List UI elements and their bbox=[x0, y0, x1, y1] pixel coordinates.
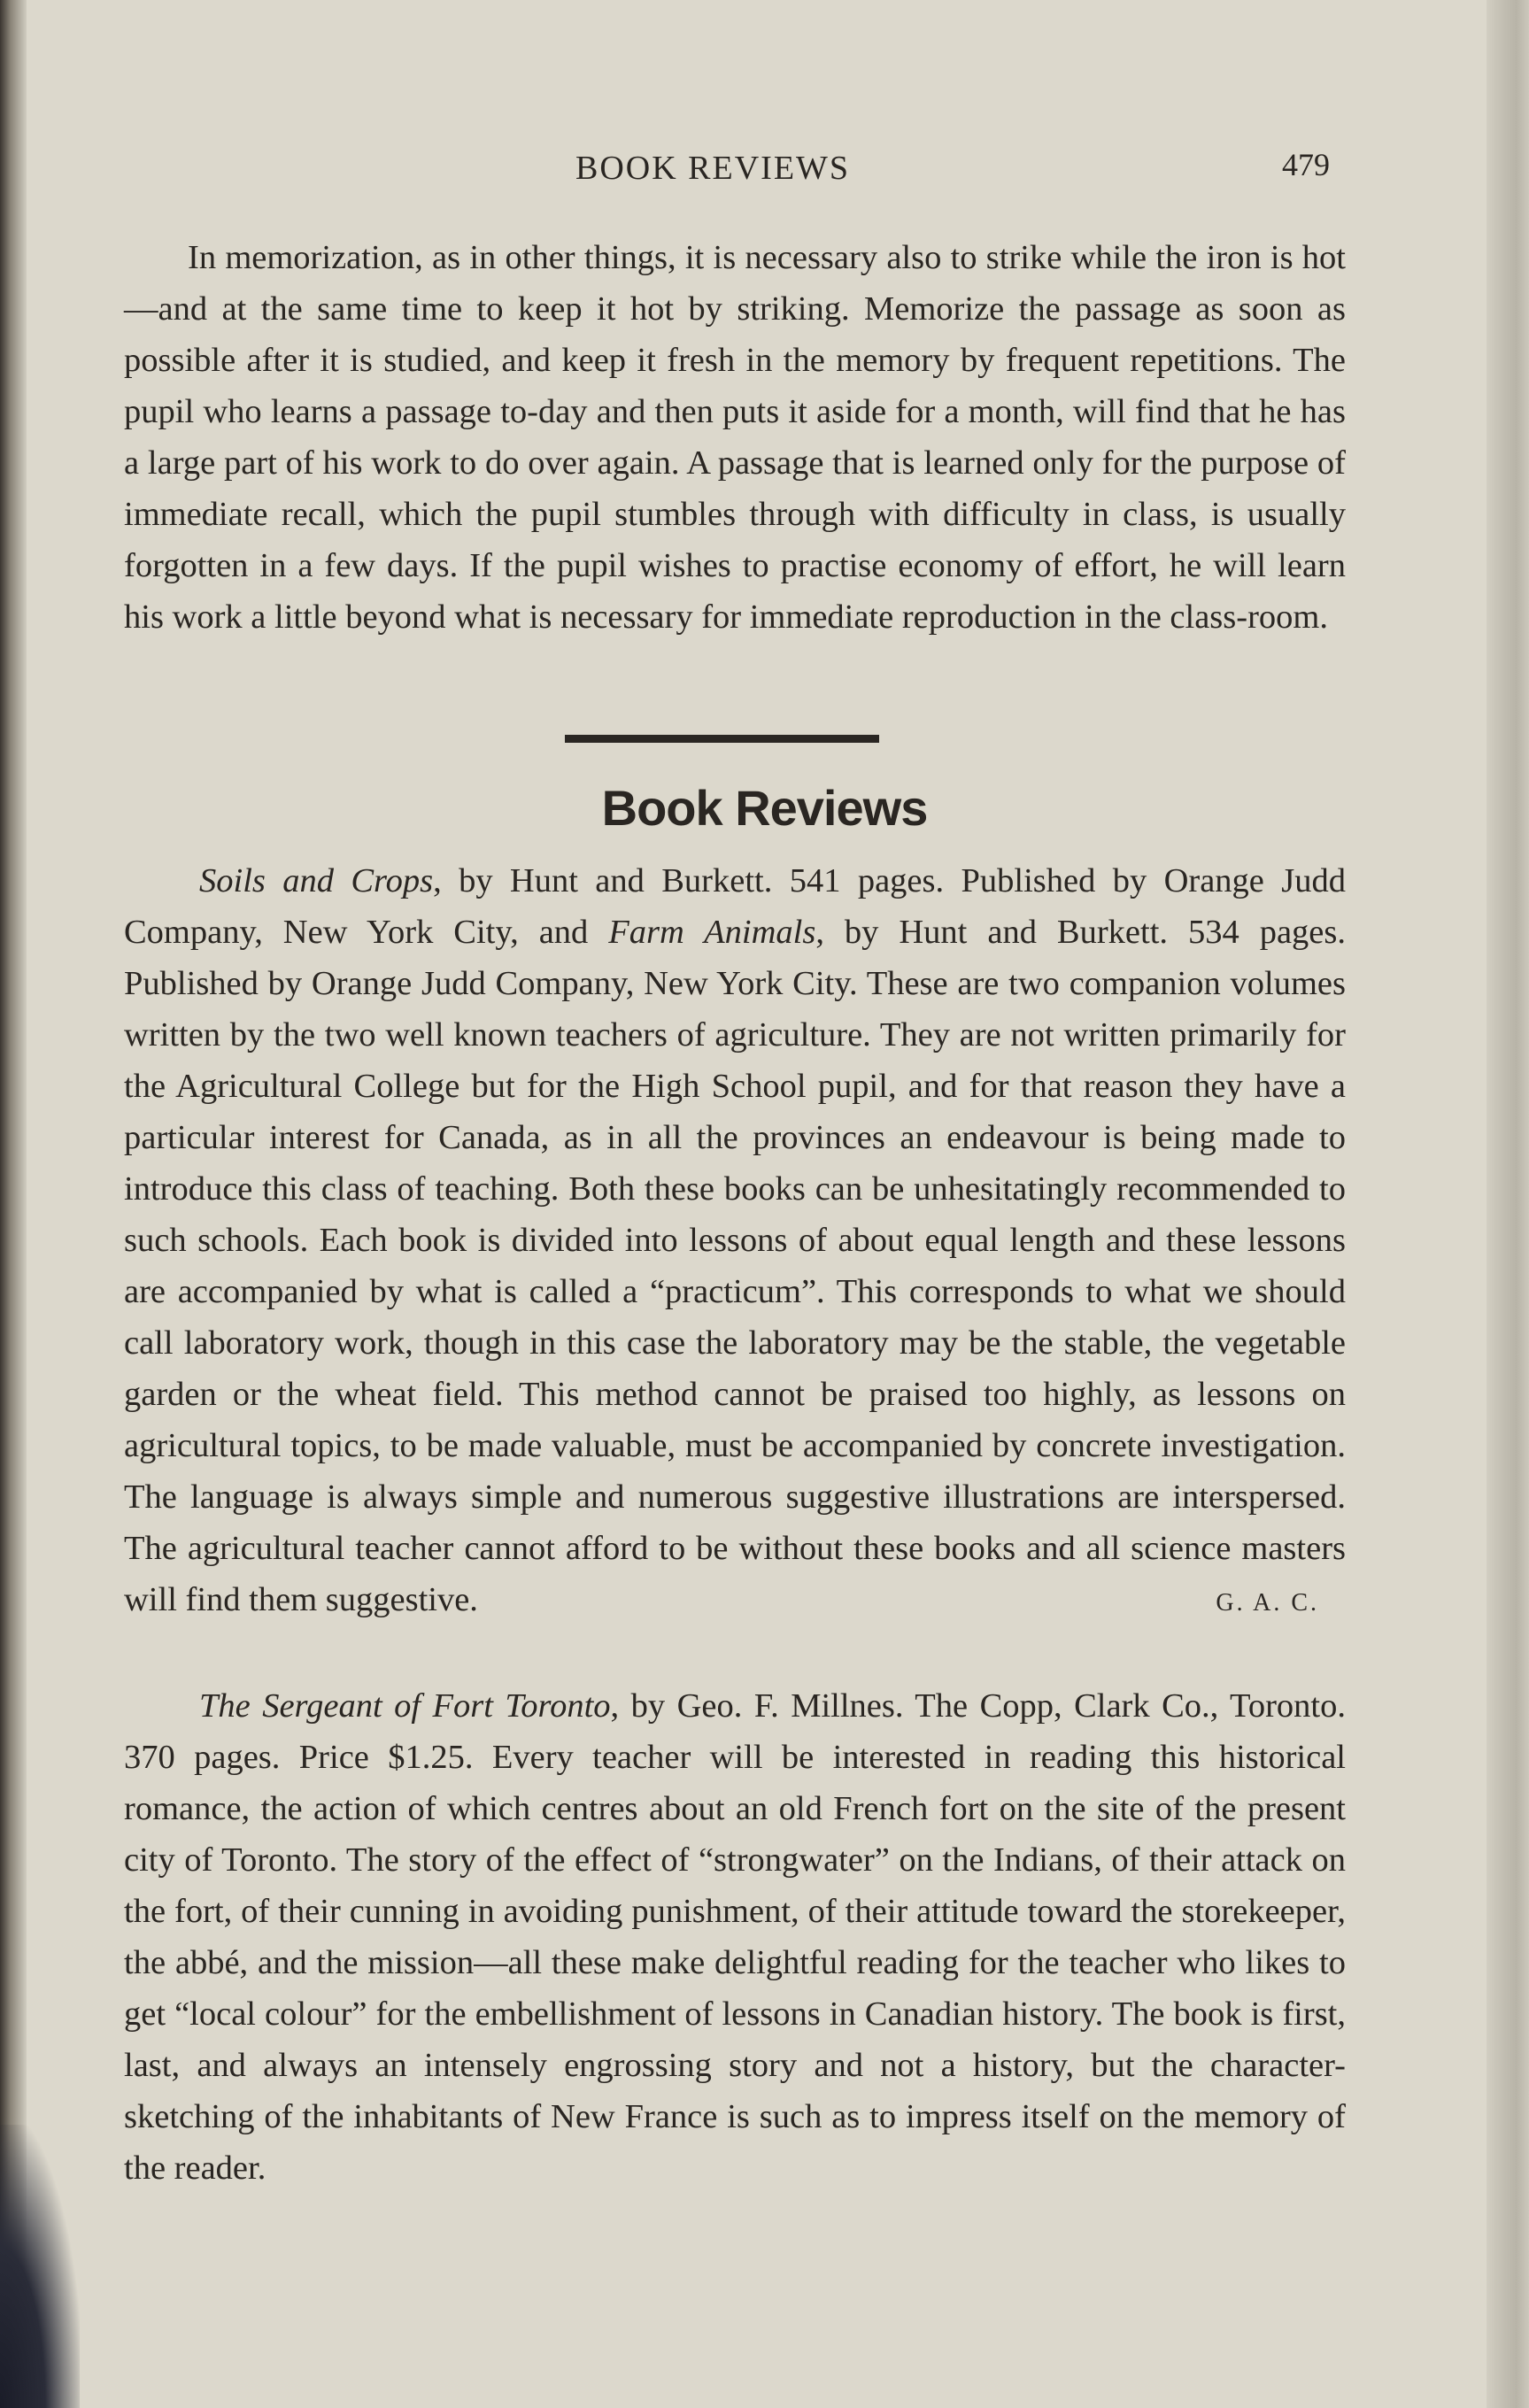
review1-book-title-2: Farm Animals bbox=[608, 914, 816, 951]
binding-shadow bbox=[0, 0, 27, 2408]
intro-paragraph: In memorization, as in other things, it is necessary also to strike while the iron is hot—and at the same time to keep it hot by striking. Memorize the passage as soon as possible after it is studied, and keep it fresh in the memory by frequent repetitions. The pupil who learns a passage to-day and then puts it aside for a month, will find that he has a large part of his work to do over again. A passage that is learned only for the purpose of immediate recall, which the pupil stumbles through with difficulty in class, is usually forgotten in a few days. If the pupil wishes to practise economy of effort, he will learn his work a little beyond what is necessary for immediate reproduction in the class-room. bbox=[124, 239, 1346, 636]
bottom-corner-shadow bbox=[0, 2125, 80, 2408]
review1-signature: G. A. C. bbox=[1216, 1589, 1319, 1617]
running-head: BOOK REVIEWS bbox=[575, 150, 851, 187]
review2-book-title: The Sergeant of Fort Toronto bbox=[199, 1687, 611, 1725]
review2-text: , by Geo. F. Millnes. The Copp, Clark Co., Toronto. 370 pages. Price $1.25. Every teacher will be interested in reading this historical romance, the action of which centres about an old French fort on the site of the present city of Toronto. The story of the effect of “strongwater” on the Indians, of their attack on the fort, of their cunning in avoiding punishment, of their attitude toward the storekeeper, the abbé, and the mission—all these make delightful reading for the teacher who likes to get “local colour” for the embellishment of lessons in Canadian history. The book is first, last, and always an intensely engrossing story and not a history, but the character-sketching of the inhabitants of New France is such as to impress itself on the memory of the reader. bbox=[124, 1687, 1346, 2187]
section-title: Book Reviews bbox=[601, 780, 928, 836]
review1-book-title-1: Soils and Crops bbox=[199, 862, 434, 899]
review1-text-2: , by Hunt and Burkett. 534 pages. Published by Orange Judd Company, New York City. These are two companion volumes written by the two well known teachers of agriculture. They are not written primarily for the Agricultural College but for the High School pupil, and for that reason they have a particular interest for Canada, as in all the provinces an endeavour is being made to introduce this class of teaching. Both these books can be unhesitatingly recommended to such schools. Each book is divided into lessons of about equal length and these lessons are accompanied by what is called a “practicum”. This corresponds to what we should call laboratory work, though in this case the laboratory may be the stable, the vegetable garden or the wheat field. This method cannot be praised too highly, as lessons on agricultural topics, to be made valuable, must be accompanied by concrete investigation. The language is always simple and numerous suggestive illustrations are interspersed. The agricultural teacher cannot afford to be without these books and all science masters will find them suggestive. bbox=[124, 914, 1346, 1618]
page-edge bbox=[1487, 0, 1529, 2408]
section-divider bbox=[565, 735, 879, 743]
page-number: 479 bbox=[1282, 147, 1330, 182]
review1-text-1: , by Hunt and Burkett. 541 pages. Published by Orange Judd Company, New York City, and bbox=[124, 862, 1346, 951]
review-sergeant-of-fort-toronto bbox=[124, 1680, 1346, 2194]
review-soils-and-crops bbox=[124, 855, 1346, 1629]
